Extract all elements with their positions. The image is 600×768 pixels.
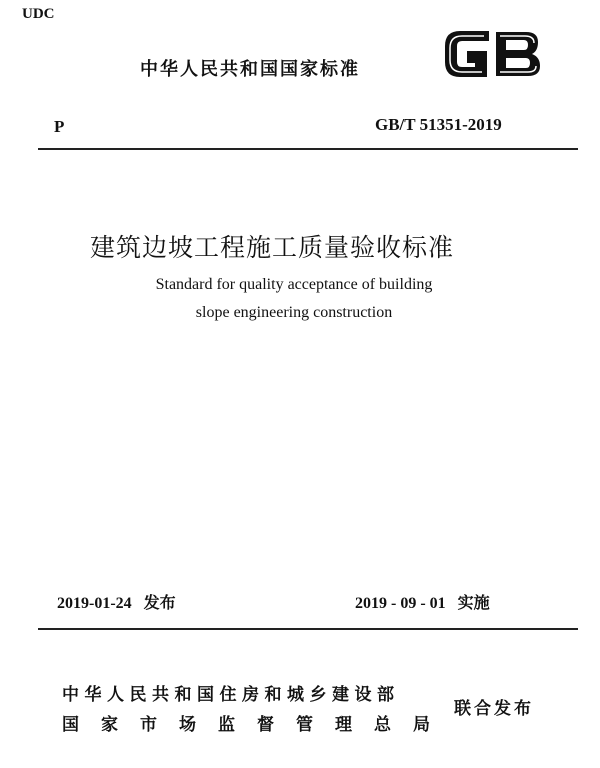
issue-label: 发布 [143,593,176,612]
bottom-divider [38,628,578,630]
publisher-line2: 国家市场监督管理总局 [62,715,452,735]
category-code: P [54,117,65,136]
effective-label: 实施 [457,593,490,612]
publisher-line1: 中华人民共和国住房和城乡建设部 [62,685,400,705]
effective-date: 2019 - 09 - 01 [355,595,446,612]
english-title-line2: slope engineering construction [195,304,393,321]
issue-date: 2019-01-24 [57,595,132,612]
effective-date-block [355,590,490,613]
english-title-line1: Standard for quality acceptance of building [155,276,433,293]
standard-number: GB/T 51351-2019 [375,115,502,134]
joint-publish-label: 联合发布 [454,699,534,719]
chinese-title: 建筑边坡工程施工质量验收标准 [90,233,455,262]
gb-logo-text: GB [492,86,494,87]
top-divider [38,148,578,150]
issue-date-block [57,590,176,613]
gb-logo-icon [438,22,548,86]
udc-label: UDC [22,6,55,22]
national-standard-heading: 中华人民共和国国家标准 [140,59,360,80]
